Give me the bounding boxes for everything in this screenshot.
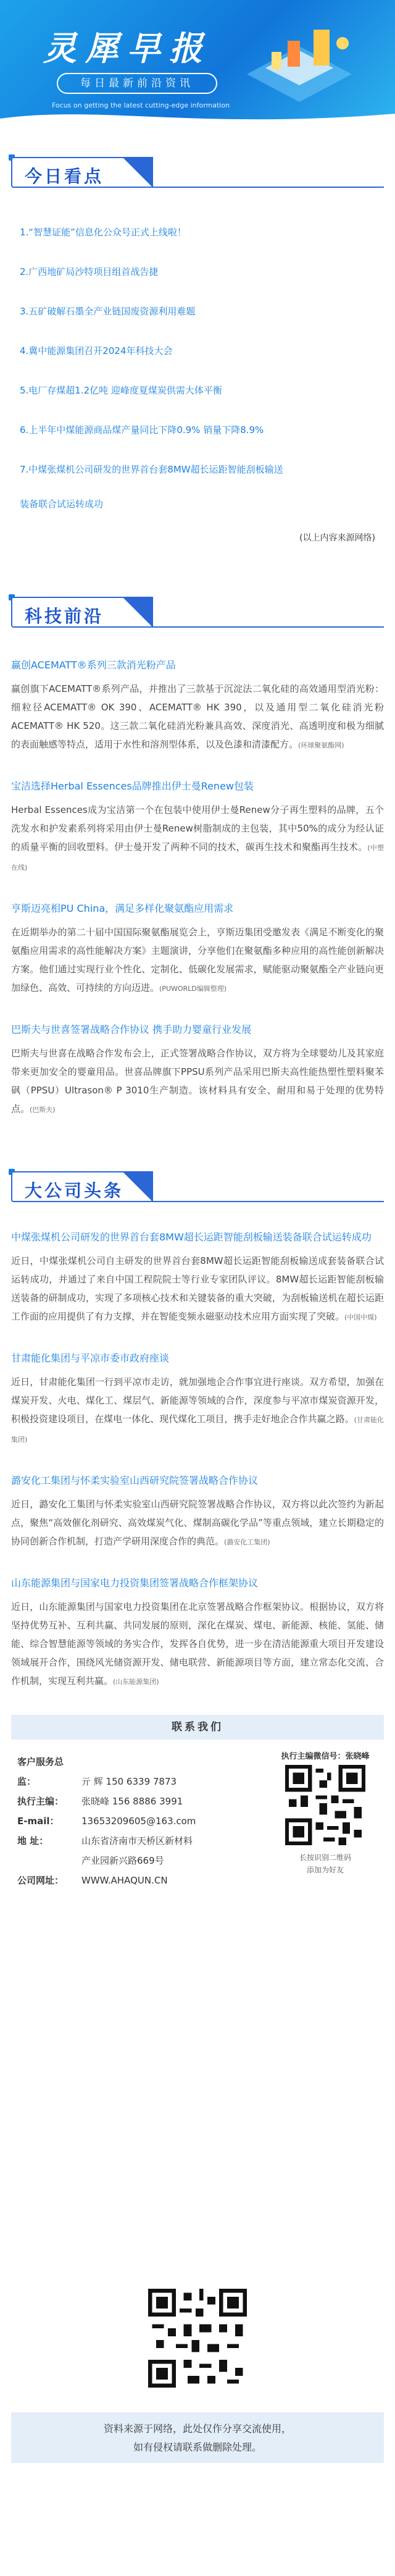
today-source: (以上内容来源网络) bbox=[299, 533, 375, 543]
article bbox=[11, 657, 384, 755]
article-source: (中塑在线) bbox=[11, 844, 384, 872]
banner-wave bbox=[0, 105, 395, 130]
contact-label: 公司网址： bbox=[17, 1875, 64, 1886]
section-divider bbox=[152, 626, 384, 628]
footer-line-1: 资料来源于网络，此处仅作分享交流使用， bbox=[103, 2423, 291, 2435]
contact-label: 执行主编： bbox=[17, 1796, 64, 1807]
tech-articles bbox=[11, 657, 384, 1119]
article-body bbox=[11, 801, 384, 877]
article-text: 近日，山东能源集团与国家电力投资集团在北京签署战略合作框架协议。根据协议，双方将坚持优势互补、互利共赢、共同发展的原则，深化在煤炭、煤电、新能源、核能、氢能、储能、综合智慧能源等领域的务实合作，发挥各自优势，进一步在清洁能源重大项目开发建设领域展开合作，围绕风光储资源开发、储电联营、新能源项目等方面，建立常态化交流、合作机制，实现互利共赢。 bbox=[11, 1601, 384, 1686]
contact-info bbox=[17, 1752, 264, 1890]
corner-triangle-icon bbox=[122, 1171, 153, 1202]
article-text: 在近期举办的第二十届中国国际聚氨酯展览会上，亨斯迈集团受邀发表《满足不断变化的聚氨酯应用需求的高性能解决方案》主题演讲，分享他们在聚氨酯多种应用的高性能创新解决方案。他们通过实现行业个性化、定制化、低碳化发展需求，赋能驱动聚氨酯全产业链向更加绿色、高效、可持续的方向迈进。 bbox=[11, 927, 384, 993]
corner-triangle-icon bbox=[122, 597, 153, 628]
today-list bbox=[11, 205, 384, 556]
today-section-title bbox=[11, 153, 384, 193]
article-source: (潞安化工集团) bbox=[224, 1538, 270, 1546]
qr-note-1: 长按识别二维码 bbox=[299, 1853, 351, 1862]
contact-label: 客户服务总监： bbox=[17, 1756, 64, 1787]
company-heading: 大公司头条 bbox=[25, 1181, 124, 1201]
contact-row bbox=[17, 1851, 264, 1871]
article bbox=[11, 1229, 384, 1327]
contact-value: 产业园新兴路669号 bbox=[81, 1855, 164, 1866]
email-link[interactable]: 13653209605@163.com bbox=[81, 1816, 196, 1827]
isometric-illustration-icon bbox=[228, 19, 370, 111]
contact-row bbox=[17, 1752, 264, 1791]
account-qr-code-icon[interactable] bbox=[148, 2289, 247, 2388]
section-title-box bbox=[11, 157, 153, 188]
contact-row bbox=[17, 1791, 264, 1811]
article bbox=[11, 1022, 384, 1119]
article-source: (巴斯夫) bbox=[30, 1106, 56, 1114]
today-item-3[interactable]: 3.五矿破解石墨全产业链国废资源利用难题 bbox=[20, 306, 196, 317]
banner-english: Focus on getting the latest cutting-edge information bbox=[52, 101, 230, 109]
today-item-7-line2: 装备联合试运转成功 bbox=[20, 499, 104, 510]
today-item-6[interactable]: 6.上半年中煤能源商品煤产量同比下降0.9% 销量下降8.9% bbox=[20, 424, 264, 436]
today-item-7[interactable] bbox=[20, 461, 375, 513]
article-title[interactable]: 潞安化工集团与怀柔实验室山西研究院签署战略合作协议 bbox=[11, 1475, 259, 1486]
header-banner bbox=[0, 0, 395, 130]
section-divider bbox=[152, 1201, 384, 1202]
contact-value: 山东省济南市天桥区新材料 bbox=[81, 1835, 193, 1846]
article bbox=[11, 1350, 384, 1449]
today-item-7-line1: 7.中煤张煤机公司研发的世界首台套8MW超长运距智能刮板输送 bbox=[20, 464, 283, 475]
article bbox=[11, 778, 384, 877]
article-source: (中国中煤) bbox=[344, 1313, 377, 1321]
article-title[interactable]: 宝洁选择Herbal Essences品牌推出伊士曼Renew包装 bbox=[11, 780, 254, 792]
article-text: 近日，潞安化工集团与怀柔实验室山西研究院签署战略合作协议，双方将以此次签约为新起点，聚焦“高效催化剂研究、高效煤炭气化、煤制高碳化学品”等重点领域，建立长期稳定的协同创新合作机制，打造产学研用深度合作的典范。 bbox=[11, 1499, 384, 1547]
qr-caption: 执行主编微信号：张晓峰 bbox=[281, 1752, 370, 1761]
tech-section-title bbox=[11, 593, 384, 633]
article-body bbox=[11, 1252, 384, 1327]
contact-label: 地 址： bbox=[17, 1835, 49, 1846]
today-item-1[interactable]: 1.“智慧证能”信息化公众号正式上线啦！ bbox=[20, 227, 186, 238]
contact-row bbox=[17, 1871, 264, 1890]
article-text: 赢创旗下ACEMATT®系列产品，并推出了三款基于沉淀法二氧化硅的高效通用型消光粉：细粒径ACEMATT® OK 390、ACEMATT® HK 390，以及通用型二氧化硅消光粉ACEMATT® HK 520。这三款二氧化硅消光粉兼具高效、深度消光、高透明度和极为细腻的表面触感等特点，适用于水性和溶剂型体系，以及色漆和清漆配方。 bbox=[11, 683, 384, 750]
article-text: 近日，甘肃能化集团一行到平凉市走访，就加强地企合作事宜进行座谈。双方希望，加强在煤炭开发、火电、煤化工、煤层气、新能源等领域的合作，深度参与平凉市煤炭资源开发，积极投资建设项目，在煤电一体化、现代煤化工项目，携手走好地企合作共赢之路。 bbox=[11, 1376, 384, 1425]
article-text: 近日，中煤张煤机公司自主研发的世界首台套8MW超长运距智能刮板输送成套装备联合试运转成功，并通过了来自中国工程院院士等行业专家团队评议。8MW超长运距智能刮板输送装备的研制成功，实现了多项核心技术和关键装备的重大突破，为刮板输送机在超长运距工作面的应用提供了有力支撑，并在智能变频永磁驱动技术应用方面实现了突破。 bbox=[11, 1255, 384, 1322]
article-source: (山东能源集团) bbox=[113, 1678, 159, 1686]
article-source: (环球聚氨酯网) bbox=[298, 741, 344, 749]
footer-line-2: 如有侵权请联系做删除处理。 bbox=[133, 2441, 262, 2453]
contact-value: 张晓峰 156 8886 3991 bbox=[81, 1796, 183, 1807]
article-title[interactable]: 亨斯迈亮相PU China，满足多样化聚氨酯应用需求 bbox=[11, 903, 234, 914]
wechat-qr-code-icon[interactable] bbox=[285, 1765, 365, 1845]
contact-label: E-mail： bbox=[17, 1816, 59, 1827]
article-body bbox=[11, 1495, 384, 1552]
article-title[interactable]: 巴斯夫与世喜签署战略合作协议 携手助力婴童行业发展 bbox=[11, 1024, 252, 1035]
company-section-title bbox=[11, 1168, 384, 1207]
contact-value: 亓 辉 150 6339 7873 bbox=[81, 1776, 177, 1787]
article-source: (PUWORLD编辑整理) bbox=[159, 985, 227, 993]
contact-panel bbox=[11, 1740, 384, 1913]
corner-triangle-icon bbox=[122, 157, 153, 188]
article bbox=[11, 1575, 384, 1691]
section-title-box bbox=[11, 1171, 153, 1202]
footer-disclaimer bbox=[11, 2412, 384, 2463]
today-item-4[interactable]: 4.冀中能源集团召开2024年科技大会 bbox=[20, 345, 173, 356]
contact-row bbox=[17, 1811, 264, 1831]
contact-row bbox=[17, 1831, 264, 1851]
article-body bbox=[11, 680, 384, 755]
article bbox=[11, 901, 384, 998]
article-text: 巴斯夫与世喜在战略合作发布会上，正式签署战略合作协议，双方将为全球婴幼儿及其家庭带来更加安全的婴童用品。世喜品牌旗下PPSU系列产品采用巴斯夫高性能热塑性塑料聚苯砜（PPSU）Ultrason® P 3010生产制造。该材料具有安全、耐用和易于处理的优势特点。 bbox=[11, 1048, 384, 1114]
article-body bbox=[11, 1044, 384, 1119]
article-title[interactable]: 中煤张煤机公司研发的世界首台套8MW超长运距智能刮板输送装备联合试运转成功 bbox=[11, 1231, 372, 1243]
section-divider bbox=[152, 187, 384, 188]
banner-subtitle: 每日最新前沿资讯 bbox=[57, 73, 217, 94]
website-link[interactable]: WWW.AHAQUN.CN bbox=[81, 1875, 168, 1886]
article bbox=[11, 1473, 384, 1552]
wechat-qr-box bbox=[267, 1749, 384, 1876]
today-item-5[interactable]: 5.电厂存煤超1.2亿吨 迎峰度夏煤炭供需大体平衡 bbox=[20, 385, 222, 396]
today-heading: 今日看点 bbox=[25, 166, 104, 187]
article-title[interactable]: 山东能源集团与国家电力投资集团签署战略合作框架协议 bbox=[11, 1577, 259, 1589]
article-body bbox=[11, 923, 384, 998]
contact-heading: 联系我们 bbox=[11, 1715, 384, 1740]
article-text: Herbal Essences成为宝洁第一个在包装中使用伊士曼Renew分子再生塑料的品牌，五个洗发水和护发素系列将采用由伊士曼Renew树脂制成的主包装，其中50%的成分为经认证的质量平衡的回收塑料。伊士曼开发了两种不同的技术，碳再生技术和聚酯再生技术。 bbox=[11, 804, 384, 852]
article-title[interactable]: 赢创ACEMATT®系列三款消光粉产品 bbox=[11, 659, 176, 671]
company-articles bbox=[11, 1229, 384, 1691]
article-body bbox=[11, 1597, 384, 1691]
article-title[interactable]: 甘肃能化集团与平凉市委市政府座谈 bbox=[11, 1352, 170, 1364]
section-title-box bbox=[11, 597, 153, 628]
article-body bbox=[11, 1373, 384, 1449]
tech-heading: 科技前沿 bbox=[25, 606, 104, 626]
qr-note-2: 添加为好友 bbox=[306, 1866, 344, 1874]
article-source: (甘肃能化集团) bbox=[11, 1416, 384, 1444]
today-item-2[interactable]: 2.广西地矿局沙特项目组首战告捷 bbox=[20, 266, 159, 277]
banner-title: 灵犀早报 bbox=[43, 29, 211, 68]
